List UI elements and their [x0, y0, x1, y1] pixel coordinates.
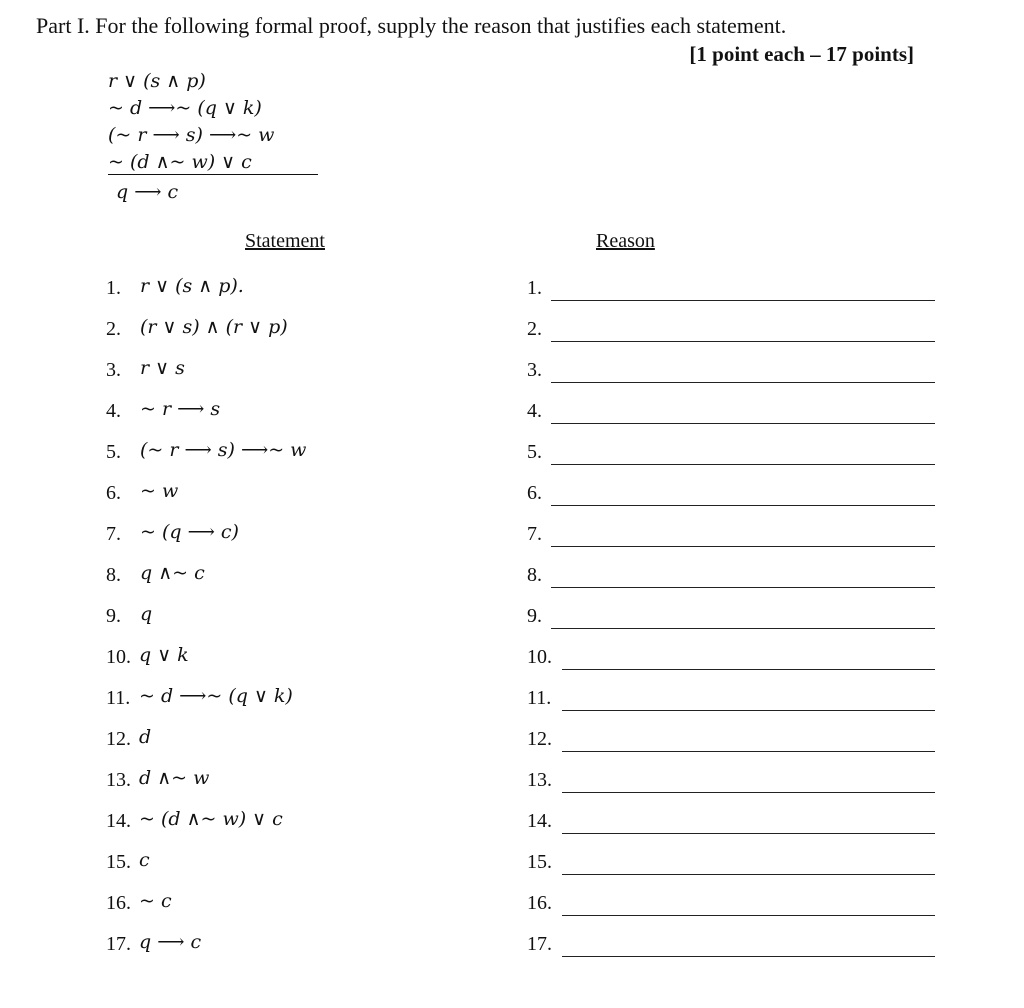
- reason-blank[interactable]: [551, 505, 935, 506]
- proof-row: [0, 357, 1024, 387]
- proof-row: [0, 890, 1024, 920]
- reason-number: 6.: [527, 482, 542, 504]
- reason-blank[interactable]: [551, 587, 935, 588]
- statement-number: 8.: [106, 564, 121, 586]
- reason-blank[interactable]: [562, 874, 935, 875]
- proof-row: [0, 808, 1024, 838]
- reason-number: 15.: [527, 851, 552, 873]
- statement-number: 2.: [106, 318, 121, 340]
- statement-expression: ~ r ⟶ s: [140, 398, 221, 420]
- statement-expression: d: [139, 726, 152, 748]
- proof-row: [0, 644, 1024, 674]
- statement-expression: q ⟶ c: [139, 931, 202, 953]
- statement-expression: ~ (d ∧~ w) ∨ c: [139, 808, 283, 830]
- statement-number: 14.: [106, 810, 131, 832]
- statement-number: 17.: [106, 933, 131, 955]
- reason-blank[interactable]: [562, 833, 935, 834]
- statement-number: 1.: [106, 277, 121, 299]
- reason-number: 9.: [527, 605, 542, 627]
- premises-block: [108, 68, 318, 206]
- proof-row: [0, 726, 1024, 756]
- reason-blank[interactable]: [562, 915, 935, 916]
- statement-number: 6.: [106, 482, 121, 504]
- part-title: Part I. For the following formal proof, supply the reason that justifies each statement.: [36, 13, 787, 38]
- reason-blank[interactable]: [551, 464, 935, 465]
- proof-row: [0, 316, 1024, 346]
- proof-row: [0, 439, 1024, 469]
- proof-row: [0, 603, 1024, 633]
- reason-blank[interactable]: [562, 751, 935, 752]
- reason-number: 11.: [527, 687, 552, 709]
- statement-expression: (r ∨ s) ∧ (r ∨ p): [140, 316, 288, 338]
- statement-expression: q: [140, 603, 153, 625]
- statement-number: 13.: [106, 769, 131, 791]
- reason-number: 10.: [527, 646, 552, 668]
- reason-blank[interactable]: [562, 792, 935, 793]
- reason-blank[interactable]: [562, 669, 935, 670]
- statement-number: 11.: [106, 687, 131, 709]
- premise-2: ~ d ⟶~ (q ∨ k): [108, 97, 262, 119]
- premise-4: ~ (d ∧~ w) ∨ c: [108, 149, 318, 175]
- reason-number: 2.: [527, 318, 542, 340]
- premise-3: (~ r ⟶ s) ⟶~ w: [108, 124, 275, 146]
- statement-number: 12.: [106, 728, 131, 750]
- statement-number: 9.: [106, 605, 121, 627]
- reason-number: 12.: [527, 728, 552, 750]
- reason-blank[interactable]: [562, 956, 935, 957]
- statement-number: 3.: [106, 359, 121, 381]
- points-label: [1 point each – 17 points]: [689, 42, 914, 66]
- reason-number: 5.: [527, 441, 542, 463]
- reason-blank[interactable]: [551, 423, 935, 424]
- statement-number: 16.: [106, 892, 131, 914]
- statement-number: 10.: [106, 646, 131, 668]
- reason-number: 14.: [527, 810, 552, 832]
- statement-number: 5.: [106, 441, 121, 463]
- proof-row: [0, 275, 1024, 305]
- statement-expression: r ∨ (s ∧ p).: [140, 275, 244, 297]
- reason-number: 16.: [527, 892, 552, 914]
- proof-row: [0, 398, 1024, 428]
- statement-number: 15.: [106, 851, 131, 873]
- statement-number: 7.: [106, 523, 121, 545]
- reason-number: 7.: [527, 523, 542, 545]
- statement-expression: c: [139, 849, 150, 871]
- statement-expression: ~ d ⟶~ (q ∨ k): [139, 685, 293, 707]
- proof-row: [0, 521, 1024, 551]
- statement-expression: d ∧~ w: [139, 767, 210, 789]
- proof-row: [0, 767, 1024, 797]
- reason-number: 4.: [527, 400, 542, 422]
- proof-row: [0, 931, 1024, 961]
- statement-expression: (~ r ⟶ s) ⟶~ w: [140, 439, 307, 461]
- statement-expression: ~ c: [139, 890, 172, 912]
- reason-blank[interactable]: [551, 546, 935, 547]
- conclusion: q ⟶ c: [116, 181, 179, 203]
- reason-blank[interactable]: [551, 628, 935, 629]
- statement-column-heading: Statement: [245, 230, 325, 252]
- reason-number: 17.: [527, 933, 552, 955]
- reason-number: 3.: [527, 359, 542, 381]
- proof-row: [0, 685, 1024, 715]
- statement-number: 4.: [106, 400, 121, 422]
- statement-expression: q ∧~ c: [140, 562, 205, 584]
- statement-expression: r ∨ s: [140, 357, 185, 379]
- reason-number: 8.: [527, 564, 542, 586]
- proof-row: [0, 562, 1024, 592]
- reason-column-heading: Reason: [596, 230, 655, 252]
- reason-blank[interactable]: [551, 341, 935, 342]
- reason-blank[interactable]: [551, 382, 935, 383]
- statement-expression: q ∨ k: [139, 644, 189, 666]
- reason-number: 13.: [527, 769, 552, 791]
- reason-blank[interactable]: [562, 710, 935, 711]
- statement-expression: ~ w: [140, 480, 179, 502]
- proof-row: [0, 849, 1024, 879]
- reason-number: 1.: [527, 277, 542, 299]
- premise-1: r ∨ (s ∧ p): [108, 70, 206, 92]
- reason-blank[interactable]: [551, 300, 935, 301]
- proof-row: [0, 480, 1024, 510]
- statement-expression: ~ (q ⟶ c): [140, 521, 239, 543]
